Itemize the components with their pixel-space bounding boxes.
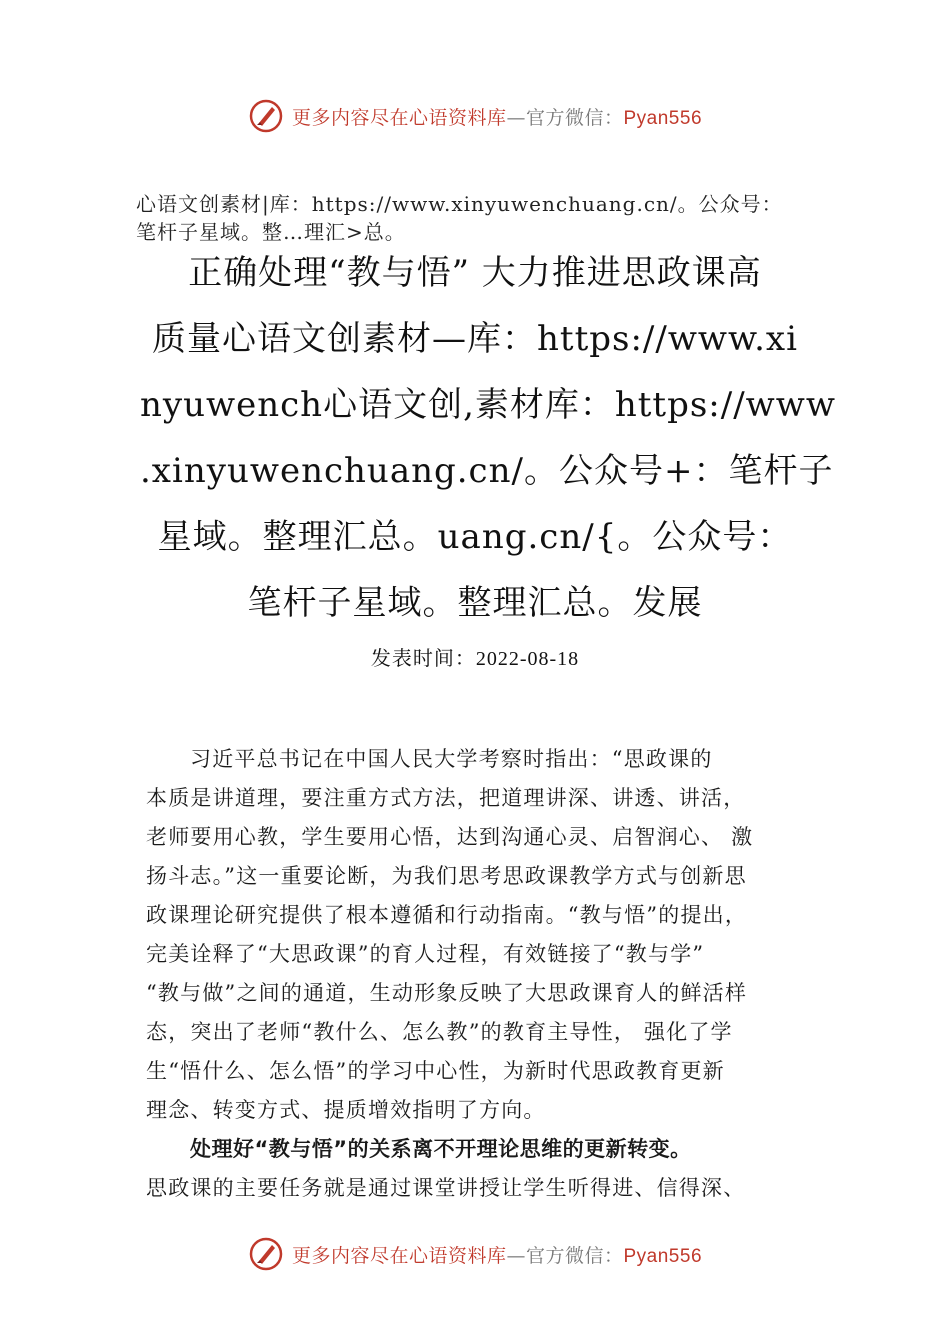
paragraph-line: 完美诠释了“大思政课”的育人过程，有效链接了“教与学” xyxy=(146,942,705,966)
section-heading-text: 处理好“教与悟”的关系离不开理论思维的更新转变。 xyxy=(190,1137,692,1161)
banner-text xyxy=(292,103,702,130)
banner-wechat-id: Pyan556 xyxy=(623,1245,703,1267)
banner-brand: 更多内容尽在心语资料库 xyxy=(291,1244,507,1267)
source-line-2: 笔杆子星域。整…理汇>总。 xyxy=(136,220,406,244)
banner-wechat-label: 官方微信： xyxy=(525,106,624,129)
logo-icon xyxy=(248,1236,284,1272)
publish-label: 发表时间： xyxy=(370,646,476,670)
banner-wechat-label: 官方微信： xyxy=(525,1244,624,1267)
paragraph-line: “教与做”之间的通道，生动形象反映了大思政课育人的鲜活样 xyxy=(146,981,748,1005)
article-title xyxy=(140,240,836,636)
title-line: 质量心语文创素材—库：https://www.xi xyxy=(152,319,798,359)
paragraph-line: 政课理论研究提供了根本遵循和行动指南。“教与悟”的提出， xyxy=(146,903,748,927)
banner-brand: 更多内容尽在心语资料库 xyxy=(291,106,507,129)
source-line-1: 心语文创素材|库：https://www.xinyuwenchuang.cn/。公众号： xyxy=(136,192,783,216)
banner-separator: — xyxy=(506,106,526,129)
banner-text xyxy=(292,1241,702,1268)
paragraph-line: 生“悟什么、怎么悟”的学习中心性，为新时代思政教育更新 xyxy=(146,1059,725,1083)
header-banner xyxy=(0,96,950,136)
source-notice xyxy=(136,190,836,246)
paragraph-line: 理念、转变方式、提质增效指明了方向。 xyxy=(146,1098,546,1122)
footer-banner xyxy=(0,1234,950,1274)
title-line: .xinyuwenchuang.cn/。公众号+：笔杆子 xyxy=(140,451,834,491)
logo-icon xyxy=(248,98,284,134)
section-heading xyxy=(146,1130,826,1169)
paragraph xyxy=(146,1169,826,1208)
banner-separator: — xyxy=(506,1244,526,1267)
paragraph-line: 本质是讲道理，要注重方式方法，把道理讲深、讲透、讲活， xyxy=(146,786,746,810)
article-body xyxy=(146,740,826,1208)
paragraph-line: 态，突出了老师“教什么、怎么教”的教育主导性， 强化了学 xyxy=(146,1020,733,1044)
banner-wechat-id: Pyan556 xyxy=(623,107,703,129)
paragraph-line: 习近平总书记在中国人民大学考察时指出：“思政课的 xyxy=(190,747,713,771)
paragraph-line: 老师要用心教，学生要用心悟，达到沟通心灵、启智润心、 激 xyxy=(146,825,754,849)
title-line: 笔杆子星域。整理汇总。发展 xyxy=(247,583,703,623)
title-line: 星域。整理汇总。uang.cn/{。公众号： xyxy=(157,517,793,557)
paragraph xyxy=(146,740,826,1130)
title-line: 正确处理“教与悟” 大力推进思政课高 xyxy=(188,253,762,293)
publish-date xyxy=(0,642,950,671)
paragraph-line: 思政课的主要任务就是通过课堂讲授让学生听得进、信得深、 xyxy=(146,1176,746,1200)
title-line: nyuwench心语文创,素材库：https://www xyxy=(140,385,836,425)
paragraph-line: 扬斗志。”这一重要论断，为我们思考思政课教学方式与创新思 xyxy=(146,864,747,888)
publish-date-value: 2022-08-18 xyxy=(475,648,580,670)
